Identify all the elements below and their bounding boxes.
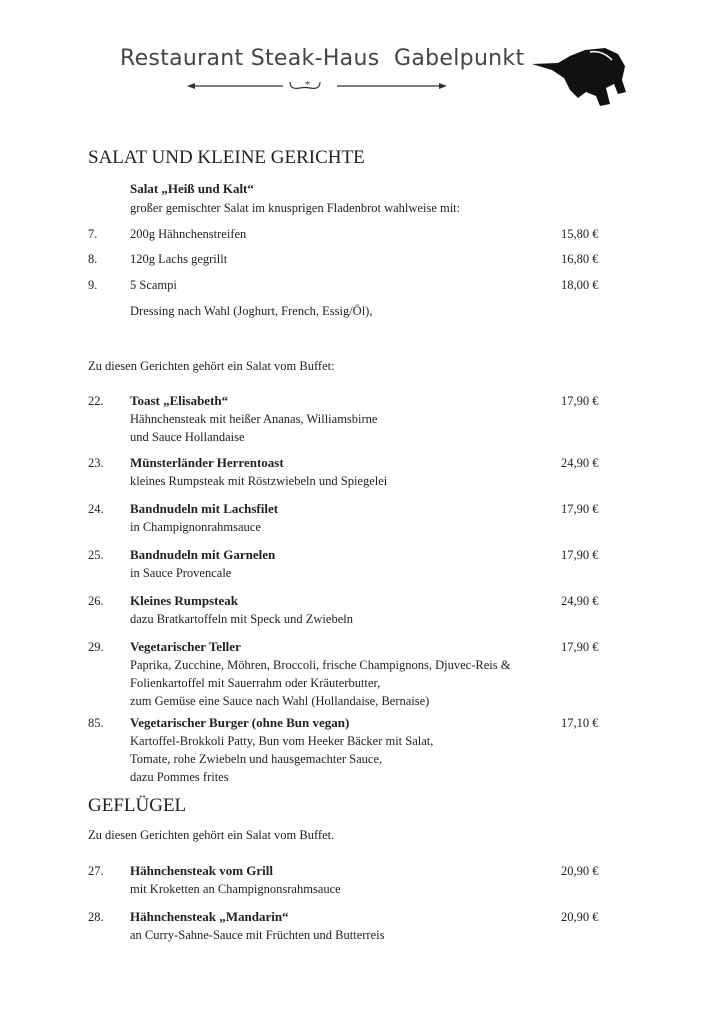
item-name: Bandnudeln mit Lachsfilet: [130, 501, 279, 516]
item-number: 24.: [88, 502, 104, 516]
buffet-note: Zu diesen Gerichten gehört ein Salat vom Buffet.: [88, 828, 335, 842]
bull-logo-icon: [530, 42, 630, 112]
item-price: 17,90 €: [561, 548, 599, 562]
item-number: 26.: [88, 594, 104, 608]
item-number: 28.: [88, 910, 104, 924]
item-price: 17,90 €: [561, 502, 599, 516]
item-name: Kleines Rumpsteak: [130, 593, 238, 608]
item-price: 17,90 €: [561, 394, 599, 408]
section-title-salat: SALAT UND KLEINE GERICHTE: [88, 147, 365, 168]
item-price: 18,00 €: [561, 278, 599, 292]
item-name: Hähnchensteak vom Grill: [130, 863, 274, 878]
dressing-note: Dressing nach Wahl (Joghurt, French, Essig/Öl),: [130, 304, 373, 318]
item-number: 85.: [88, 716, 104, 730]
item-price: 24,90 €: [561, 594, 599, 608]
item-description: Paprika, Zucchine, Möhren, Broccoli, frische Champignons, Djuvec-Reis &: [130, 658, 511, 672]
item-description: dazu Bratkartoffeln mit Speck und Zwiebeln: [130, 612, 353, 626]
item-name: Toast „Elisabeth“: [130, 393, 229, 408]
item-number: 8.: [88, 252, 98, 266]
item-name: Vegetarischer Burger (ohne Bun vegan): [130, 715, 350, 730]
item-description: kleines Rumpsteak mit Röstzwiebeln und Spiegelei: [130, 474, 388, 488]
svg-text:*: *: [305, 80, 310, 91]
item-name: 200g Hähnchenstreifen: [130, 227, 247, 241]
item-description: Tomate, rohe Zwiebeln und hausgemachter Sauce,: [130, 752, 383, 766]
item-price: 20,90 €: [561, 910, 599, 924]
item-number: 7.: [88, 227, 98, 241]
item-description: Folienkartoffel mit Sauerrahm oder Kräuterbutter,: [130, 676, 381, 690]
item-name: Bandnudeln mit Garnelen: [130, 547, 276, 562]
item-description: in Champignonrahmsauce: [130, 520, 261, 534]
item-name: 120g Lachs gegrillt: [130, 252, 228, 266]
item-price: 17,10 €: [561, 716, 599, 730]
item-name: Münsterländer Herrentoast: [130, 455, 284, 470]
item-price: 15,80 €: [561, 227, 599, 241]
item-price: 20,90 €: [561, 864, 599, 878]
item-number: 27.: [88, 864, 104, 878]
item-name: Vegetarischer Teller: [130, 639, 241, 654]
item-number: 22.: [88, 394, 104, 408]
item-price: 16,80 €: [561, 252, 599, 266]
section-title-gefluegel: GEFLÜGEL: [88, 795, 187, 816]
item-price: 24,90 €: [561, 456, 599, 470]
item-description: zum Gemüse eine Sauce nach Wahl (Hollandaise, Bernaise): [130, 694, 430, 708]
item-name: 5 Scampi: [130, 278, 177, 292]
salad-name: Salat „Heiß und Kalt“: [130, 181, 254, 196]
item-description: dazu Pommes frites: [130, 770, 229, 784]
item-number: 25.: [88, 548, 104, 562]
ornament-divider-icon: [185, 78, 450, 94]
item-name: Hähnchensteak „Mandarin“: [130, 909, 289, 924]
buffet-note: Zu diesen Gerichten gehört ein Salat vom Buffet:: [88, 359, 335, 373]
item-description: und Sauce Hollandaise: [130, 430, 245, 444]
item-description: in Sauce Provencale: [130, 566, 232, 580]
item-description: an Curry-Sahne-Sauce mit Früchten und Butterreis: [130, 928, 385, 942]
item-price: 17,90 €: [561, 640, 599, 654]
item-description: mit Kroketten an Champignonsrahmsauce: [130, 882, 341, 896]
item-description: Kartoffel-Brokkoli Patty, Bun vom Heeker Bäcker mit Salat,: [130, 734, 434, 748]
restaurant-logo-title: Restaurant Steak-Haus Gabelpunkt: [120, 46, 525, 71]
item-number: 29.: [88, 640, 104, 654]
item-number: 9.: [88, 278, 98, 292]
item-description: Hähnchensteak mit heißer Ananas, Williamsbirne: [130, 412, 378, 426]
item-number: 23.: [88, 456, 104, 470]
salad-description: großer gemischter Salat im knusprigen Fladenbrot wahlweise mit:: [130, 201, 461, 215]
